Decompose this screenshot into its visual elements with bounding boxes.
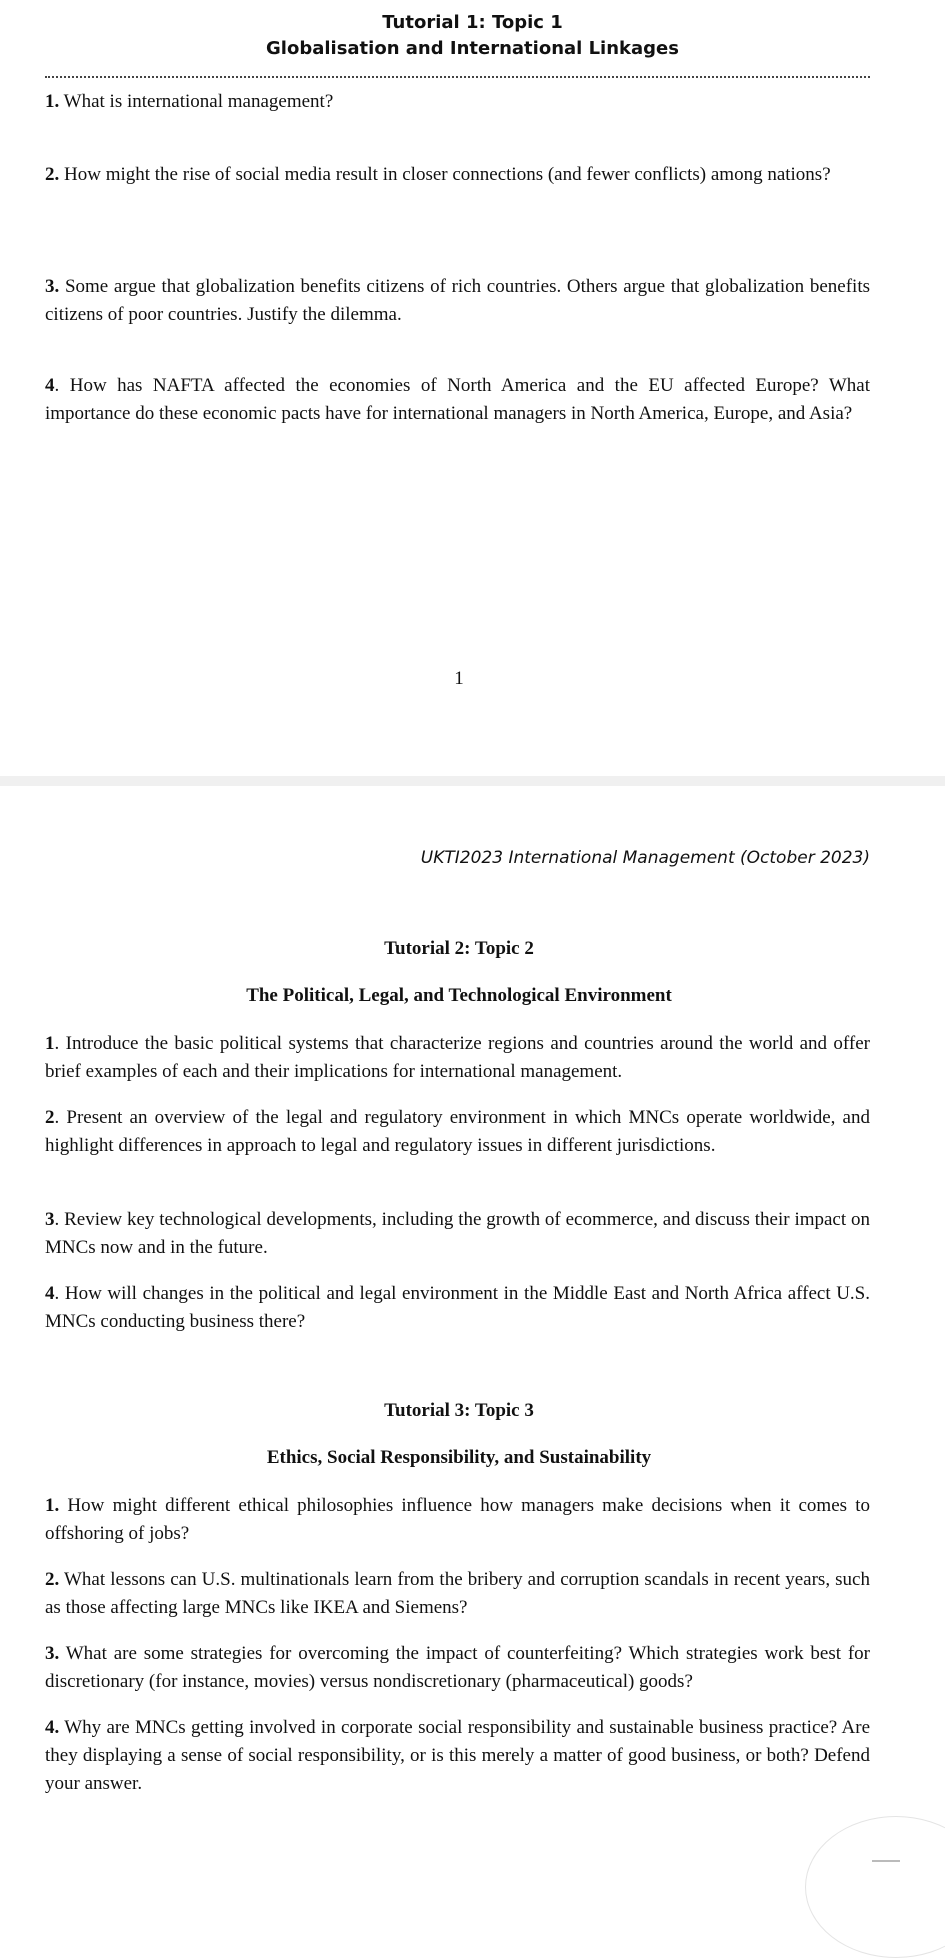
question-3-4	[45, 1714, 870, 1798]
question-text: . Review key technological developments, including the growth of ecommerce, and discuss their impact on MNCs now and in the future.	[45, 1209, 870, 1258]
tutorial-2-title: Tutorial 2: Topic 2	[384, 938, 534, 959]
question-1-1	[45, 88, 870, 116]
question-text: . Present an overview of the legal and regulatory environment in which MNCs operate worldwide, and highlight differences in approach to legal and regulatory issues in different jurisdictions.	[45, 1107, 870, 1156]
question-number: 4	[45, 1283, 55, 1304]
tutorial-2-subtitle: The Political, Legal, and Technological Environment	[246, 985, 672, 1006]
question-1-2	[45, 161, 870, 189]
question-1-3	[45, 273, 870, 329]
question-text: . How has NAFTA affected the economies of North America and the EU affected Europe? What importance do these economic pacts have for international managers in North America, Europe, and Asia?	[45, 375, 870, 424]
question-2-1	[45, 1030, 870, 1086]
question-number: 4	[45, 375, 55, 396]
question-text: What is international management?	[59, 91, 334, 112]
page-number: 1	[454, 668, 464, 689]
course-header: UKTI2023 International Management (October 2023)	[420, 848, 870, 868]
question-number: 1.	[45, 91, 60, 112]
question-number: 2	[45, 1107, 55, 1128]
question-text: . Introduce the basic political systems that characterize regions and countries around the world and offer brief examples of each and their implications for international management.	[45, 1033, 870, 1082]
minus-icon	[872, 1860, 900, 1862]
question-number: 2.	[45, 1569, 60, 1590]
question-3-3	[45, 1640, 870, 1696]
floating-action-button[interactable]	[805, 1816, 945, 1958]
question-2-2	[45, 1104, 870, 1160]
question-text: How might the rise of social media result in closer connections (and fewer conflicts) among nations?	[59, 164, 831, 185]
question-number: 1	[45, 1033, 55, 1054]
tutorial-3-title: Tutorial 3: Topic 3	[384, 1400, 534, 1421]
question-3-1	[45, 1492, 870, 1548]
question-number: 3.	[45, 276, 60, 297]
question-text: What lessons can U.S. multinationals learn from the bribery and corruption scandals in recent years, such as those affecting large MNCs like IKEA and Siemens?	[45, 1569, 870, 1618]
page-separator	[0, 776, 945, 786]
tutorial-3-subtitle: Ethics, Social Responsibility, and Sustainability	[266, 1447, 652, 1468]
question-number: 1.	[45, 1495, 60, 1516]
question-2-4	[45, 1280, 870, 1336]
question-1-4	[45, 372, 870, 428]
question-text: What are some strategies for overcoming the impact of counterfeiting? Which strategies work best for discretionary (for instance, movies) versus nondiscretionary (pharmaceutical) goods?	[45, 1643, 870, 1692]
document-page-2	[0, 786, 945, 1864]
question-text: Some argue that globalization benefits citizens of rich countries. Others argue that globalization benefits citizens of poor countries. Justify the dilemma.	[45, 276, 870, 325]
question-number: 2.	[45, 164, 60, 185]
question-text: Why are MNCs getting involved in corporate social responsibility and sustainable business practice? Are they displaying a sense of social responsibility, or is this merely a matter of good business, or both? Defend your answer.	[45, 1717, 870, 1794]
tutorial-1-title: Tutorial 1: Topic 1	[382, 12, 563, 33]
question-number: 4.	[45, 1717, 60, 1738]
dotted-divider	[45, 76, 870, 78]
question-text: . How will changes in the political and legal environment in the Middle East and North Africa affect U.S. MNCs conducting business there?	[45, 1283, 870, 1332]
question-number: 3	[45, 1209, 55, 1230]
question-3-2	[45, 1566, 870, 1622]
question-text: How might different ethical philosophies influence how managers make decisions when it comes to offshoring of jobs?	[45, 1495, 870, 1544]
document-page-1	[0, 0, 945, 776]
tutorial-1-subtitle: Globalisation and International Linkages	[266, 38, 679, 59]
question-number: 3.	[45, 1643, 60, 1664]
question-2-3	[45, 1206, 870, 1262]
